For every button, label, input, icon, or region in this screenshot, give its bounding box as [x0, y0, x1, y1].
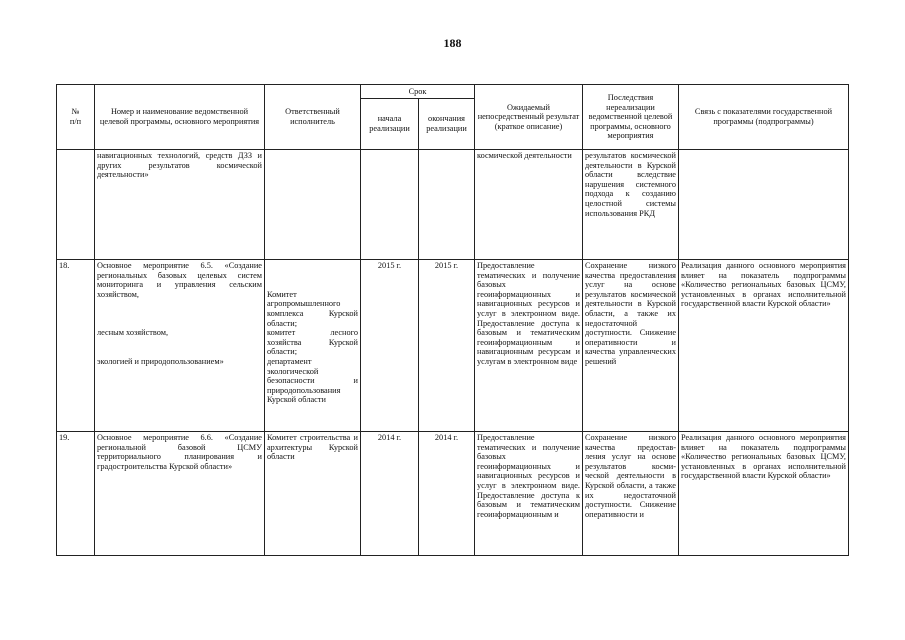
- row-name: Основное мероприятие 6.6. «Создание региональной базовой ЦСМУ территориального планирования и градостроительства Курской области»: [95, 432, 265, 556]
- row-end: [419, 150, 475, 260]
- header-responsible: Ответственный исполнитель: [265, 85, 361, 150]
- row-num: 19.: [57, 432, 95, 556]
- row-name-part: Основное мероприятие 6.5. «Создание региональных базовых целевых систем мониторинга и управления сельским хозяйством,: [97, 261, 262, 299]
- row-end: 2015 г.: [419, 260, 475, 432]
- header-end: окончания реализации: [419, 99, 475, 150]
- row-start: [361, 150, 419, 260]
- header-result: Ожидаемый непосредственный результат (краткое описание): [475, 85, 583, 150]
- row-link: Реализация данного основного мероприятия влияет на показатель подпрограммы «Количество региональных базовых ЦСМУ, установленных в органах исполнительной государственной власти Курской области»: [679, 260, 849, 432]
- header-row: [57, 85, 849, 99]
- row-result: космической деятельности: [475, 150, 583, 260]
- header-num: № п/п: [57, 85, 95, 150]
- row-result: Предоставление тематических и получение базовых геоинформационных и навигационных ресурсов и услуг в электронном виде. Предоставление доступа к базовым и тематическим геоинформационным и навигационным ресурсам и услугам в электронном виде: [475, 260, 583, 432]
- row-link: Реализация данного основного мероприятия влияет на показатель подпрограммы «Количество региональных базовых ЦСМУ, установленных в органах исполнительной государственной власти Курской области»: [679, 432, 849, 556]
- row-link: [679, 150, 849, 260]
- row-responsible: [265, 260, 361, 432]
- row-consequences: результатов космической деятельности в Курской области вследствие нарушения системного подхода к созданию целостной системы использования РКД: [583, 150, 679, 260]
- row-num: [57, 150, 95, 260]
- row-start: 2015 г.: [361, 260, 419, 432]
- row-responsible: [265, 150, 361, 260]
- row-responsible-part: департамент экологической безопасности и природопользования Курской области: [267, 356, 358, 405]
- header-consequences: Последствия нереализации ведомственной целевой программы, основного мероприятия: [583, 85, 679, 150]
- row-end: 2014 г.: [419, 432, 475, 556]
- page-number: 188: [443, 36, 462, 50]
- row-consequences: Сохранение низкого качества предостав-ления услуг на основе результатов косми-ческой деятельности в Курской области, а также их недостаточной доступности. Снижение оперативности и: [583, 432, 679, 556]
- row-responsible-part: Комитет агропромышленного комплекса Курской области;: [267, 289, 358, 328]
- table-row: [57, 432, 849, 556]
- table-row: [57, 150, 849, 260]
- row-name-part: лесным хозяйством,: [97, 328, 169, 338]
- table-row: [57, 260, 849, 432]
- header-start: начала реализации: [361, 99, 419, 150]
- header-name: Номер и наименование ведомственной целевой программы, основного мероприятия: [95, 85, 265, 150]
- row-name-part: экологией и природопользованием»: [97, 356, 224, 366]
- row-name: [95, 260, 265, 432]
- row-start: 2014 г.: [361, 432, 419, 556]
- row-result: Предоставление тематических и получение базовых геоинформационных и навигационных ресурсов и услуг в электронном виде. Предоставление доступа к базовым и тематическим геоинформационным и: [475, 432, 583, 556]
- row-name: навигационных технологий, средств ДЗЗ и других результатов космической деятельности»: [95, 150, 265, 260]
- row-num: 18.: [57, 260, 95, 432]
- row-responsible: Комитет строительства и архитектуры Курской области: [265, 432, 361, 556]
- header-term: Срок: [361, 85, 475, 99]
- program-table: [56, 84, 849, 556]
- header-link: Связь с показателями государственной программы (подпрограммы): [679, 85, 849, 150]
- row-responsible-part: комитет лесного хозяйства Курской области;: [267, 328, 358, 357]
- row-consequences: Сохранение низкого качества предоставления услуг на основе результатов космической деятельности в Курской области, а также их недостаточной доступности. Снижение оперативности и качества управленческих решений: [583, 260, 679, 432]
